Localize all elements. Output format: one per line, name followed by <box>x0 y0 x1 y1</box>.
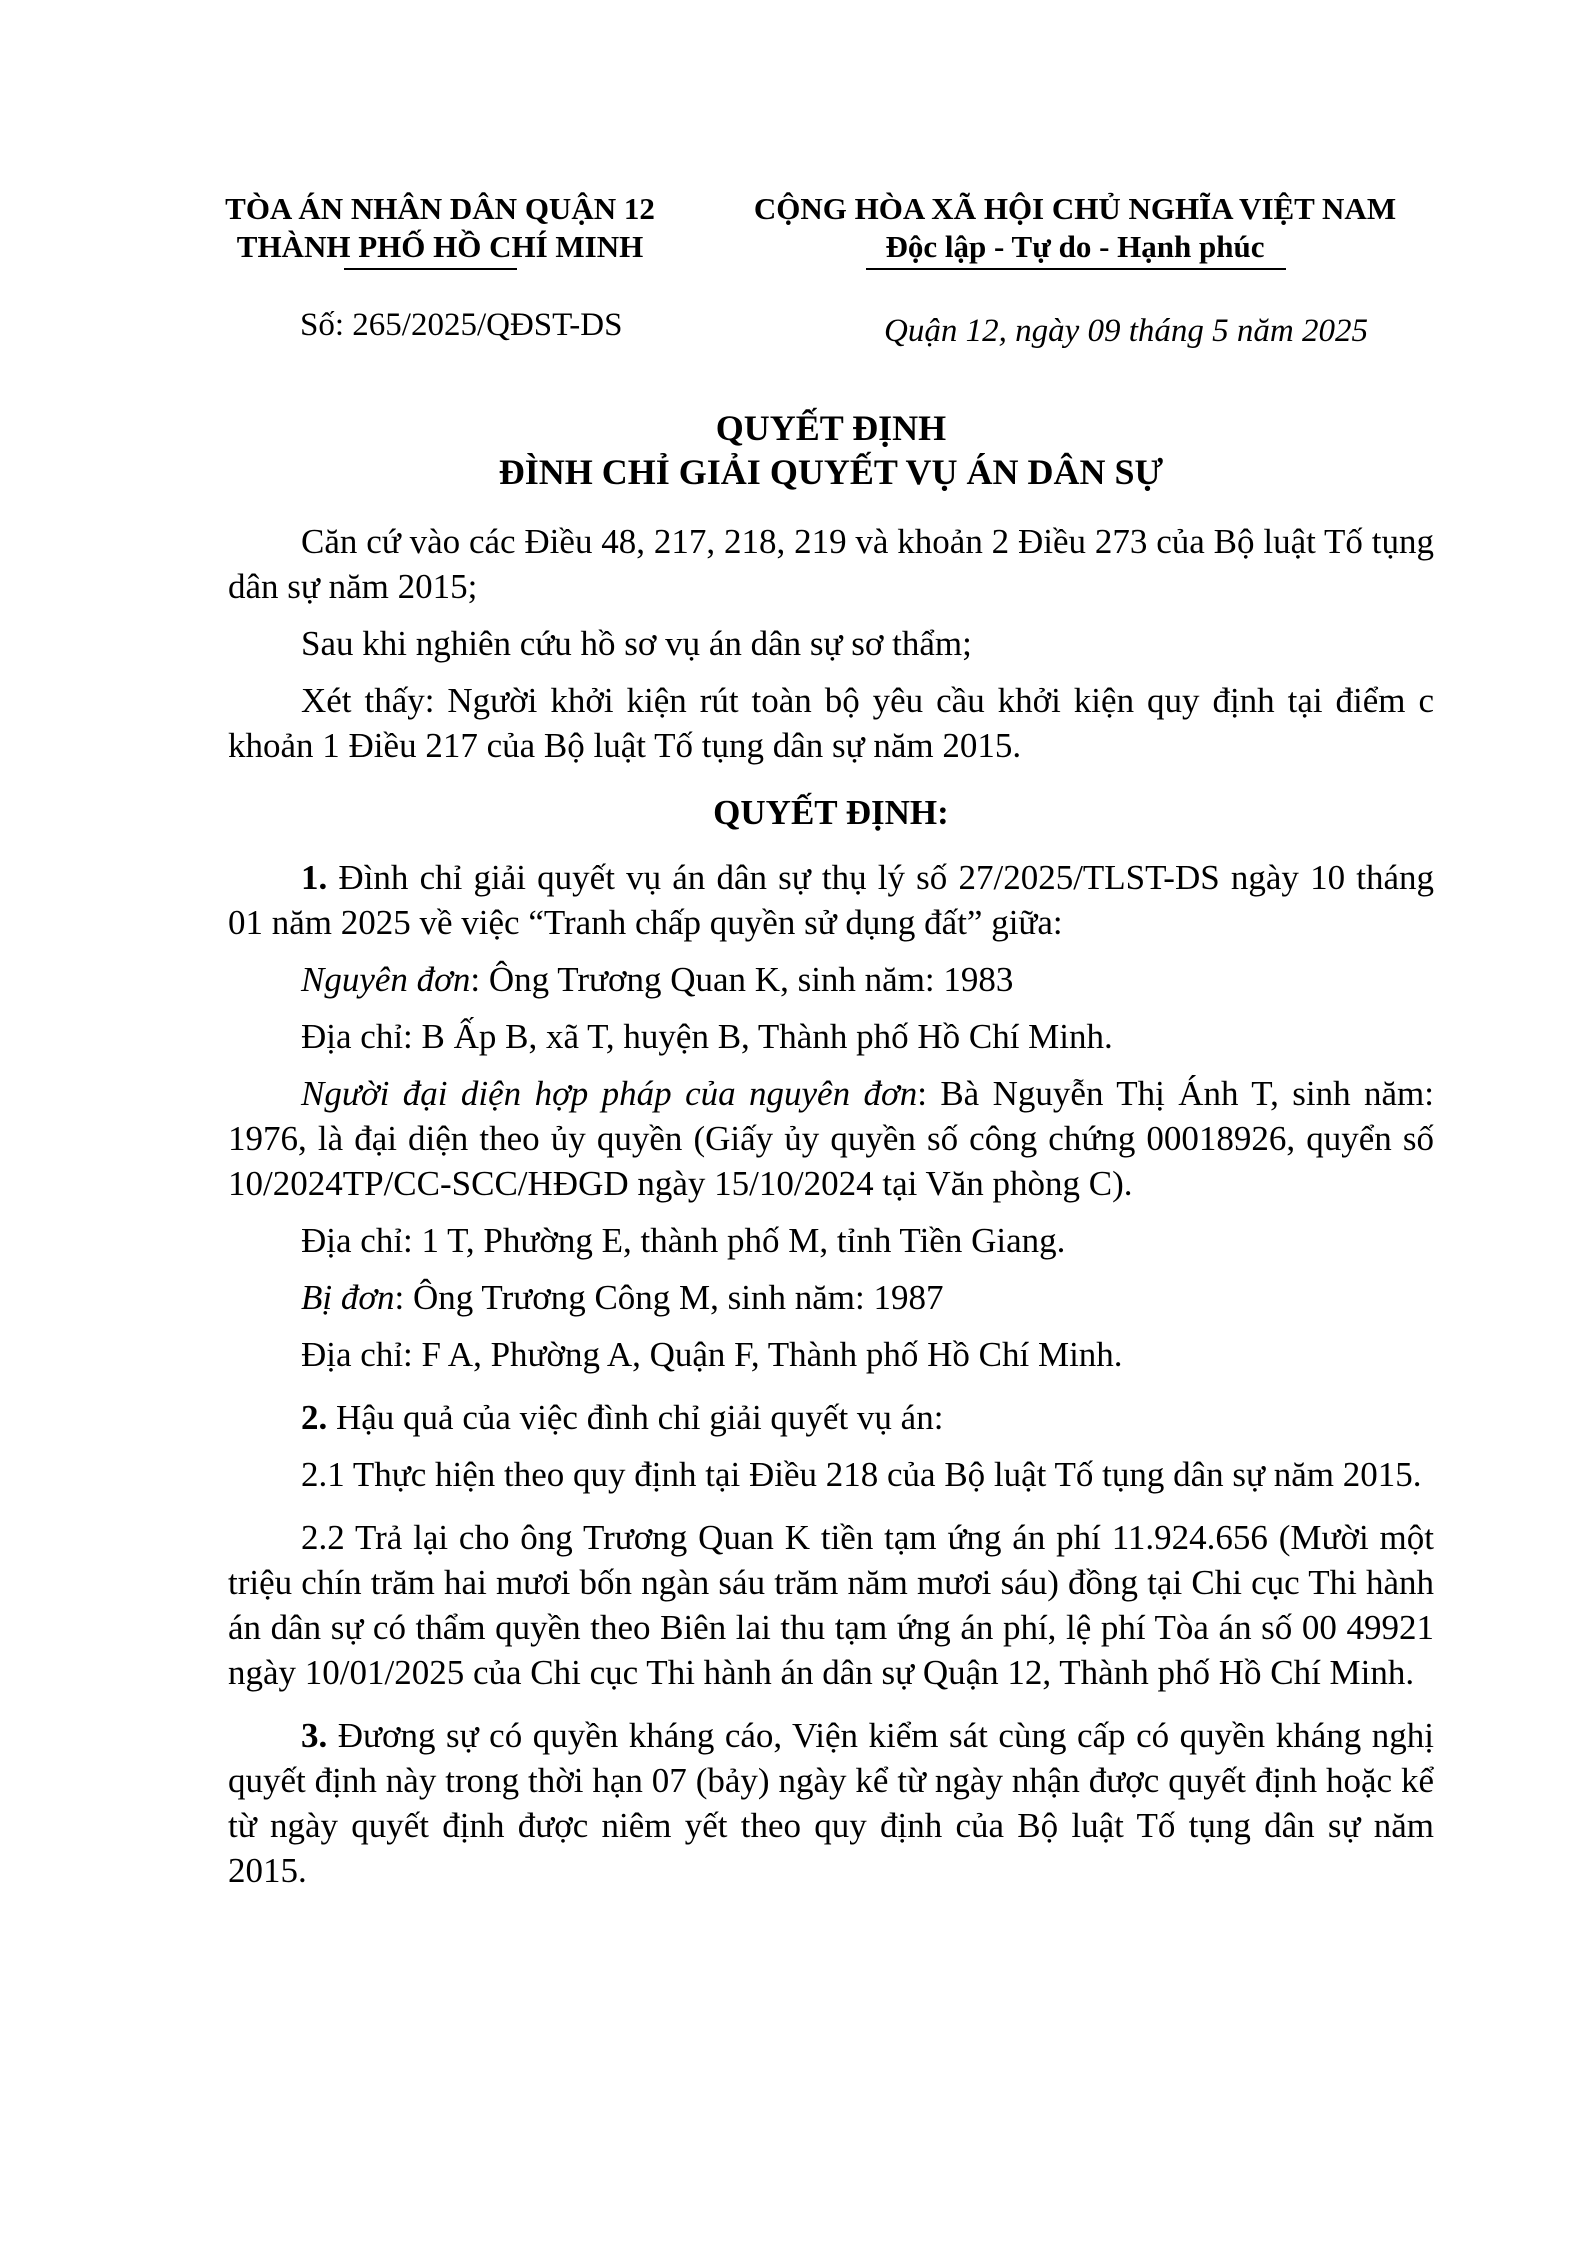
section-1-number: 1. <box>301 858 328 897</box>
representative-address: Địa chỉ: 1 T, Phường E, thành phố M, tỉnh Tiền Giang. <box>301 1221 1066 1260</box>
preamble-review: Sau khi nghiên cứu hồ sơ vụ án dân sự sơ thẩm; <box>301 624 972 663</box>
court-line-1: TÒA ÁN NHÂN DÂN QUẬN 12 <box>225 191 655 226</box>
plaintiff-line <box>228 957 1434 1002</box>
defendant-text: : Ông Trương Công M, sinh năm: 1987 <box>394 1278 944 1317</box>
plaintiff-label: Nguyên đơn <box>301 960 471 999</box>
title-line-1: QUYẾT ĐỊNH <box>715 408 947 448</box>
defendant-line <box>228 1275 1434 1320</box>
section-3-number: 3. <box>301 1716 328 1755</box>
section-2-number: 2. <box>301 1398 328 1437</box>
document-body <box>228 519 1434 1893</box>
nation-line-2: Độc lập - Tự do - Hạnh phúc <box>885 229 1265 264</box>
nation-line-1: CỘNG HÒA XÃ HỘI CHỦ NGHĨA VIỆT NAM <box>753 191 1397 226</box>
defendant-label: Bị đơn <box>301 1278 395 1317</box>
court-line-2: THÀNH PHỐ HỒ CHÍ MINH <box>236 229 644 264</box>
section-1-text: Đình chỉ giải quyết vụ án dân sự thụ lý số 27/2025/TLST-DS ngày 10 tháng 01 năm 2025 về việc “Tranh chấp quyền sử dụng đất” giữa: <box>228 858 1434 942</box>
place-date: Quận 12, ngày 09 tháng 5 năm 2025 <box>884 313 1368 349</box>
representative-text: : Bà Nguyễn Thị Ánh T, sinh năm: 1976, là đại diện theo ủy quyền (Giấy ủy quyền số công chứng 00018926, quyển số 10/2024TP/CC-SCC/HĐGD ngày 15/10/2024 tại Văn phòng C). <box>228 1074 1434 1203</box>
section-2-2: 2.2 Trả lại cho ông Trương Quan K tiền tạm ứng án phí 11.924.656 (Mười một triệu chín trăm hai mươi bốn ngàn sáu trăm năm mươi sáu) đồng tại Chi cục Thi hành án dân sự có thẩm quyền theo Biên lai thu tạm ứng án phí, lệ phí Tòa án số 00 49921 ngày 10/01/2025 của Chi cục Thi hành án dân sự Quận 12, Thành phố Hồ Chí Minh. <box>228 1518 1434 1692</box>
motto-underline <box>866 268 1286 270</box>
representative-label: Người đại diện hợp pháp của nguyên đơn <box>301 1074 918 1113</box>
preamble-legal-basis: Căn cứ vào các Điều 48, 217, 218, 219 và khoản 2 Điều 273 của Bộ luật Tố tụng dân sự năm 2015; <box>228 522 1434 606</box>
section-2-paragraph <box>228 1395 1434 1440</box>
court-underline <box>344 268 517 270</box>
plaintiff-text: : Ông Trương Quan K, sinh năm: 1983 <box>470 960 1014 999</box>
decision-heading: QUYẾT ĐỊNH: <box>713 793 949 832</box>
document-title <box>228 406 1434 494</box>
court-name <box>190 190 690 266</box>
document-number: Số: 265/2025/QĐST-DS <box>300 307 623 343</box>
plaintiff-address: Địa chỉ: B Ấp B, xã T, huyện B, Thành phố Hồ Chí Minh. <box>301 1017 1113 1056</box>
national-motto <box>715 190 1435 266</box>
section-2-1: 2.1 Thực hiện theo quy định tại Điều 218 của Bộ luật Tố tụng dân sự năm 2015. <box>301 1455 1422 1494</box>
defendant-address: Địa chỉ: F A, Phường A, Quận F, Thành phố Hồ Chí Minh. <box>301 1335 1123 1374</box>
section-1-paragraph <box>228 855 1434 945</box>
section-3-paragraph <box>228 1713 1434 1893</box>
representative-paragraph <box>228 1071 1434 1206</box>
title-line-2: ĐÌNH CHỈ GIẢI QUYẾT VỤ ÁN DÂN SỰ <box>498 452 1164 492</box>
preamble-finding: Xét thấy: Người khởi kiện rút toàn bộ yêu cầu khởi kiện quy định tại điểm c khoản 1 Điều 217 của Bộ luật Tố tụng dân sự năm 2015. <box>228 681 1434 765</box>
section-2-text: Hậu quả của việc đình chỉ giải quyết vụ án: <box>327 1398 944 1437</box>
section-3-text: Đương sự có quyền kháng cáo, Viện kiểm sát cùng cấp có quyền kháng nghị quyết định này trong thời hạn 07 (bảy) ngày kể từ ngày nhận được quyết định hoặc kể từ ngày quyết định được niêm yết theo quy định của Bộ luật Tố tụng dân sự năm 2015. <box>228 1716 1434 1890</box>
